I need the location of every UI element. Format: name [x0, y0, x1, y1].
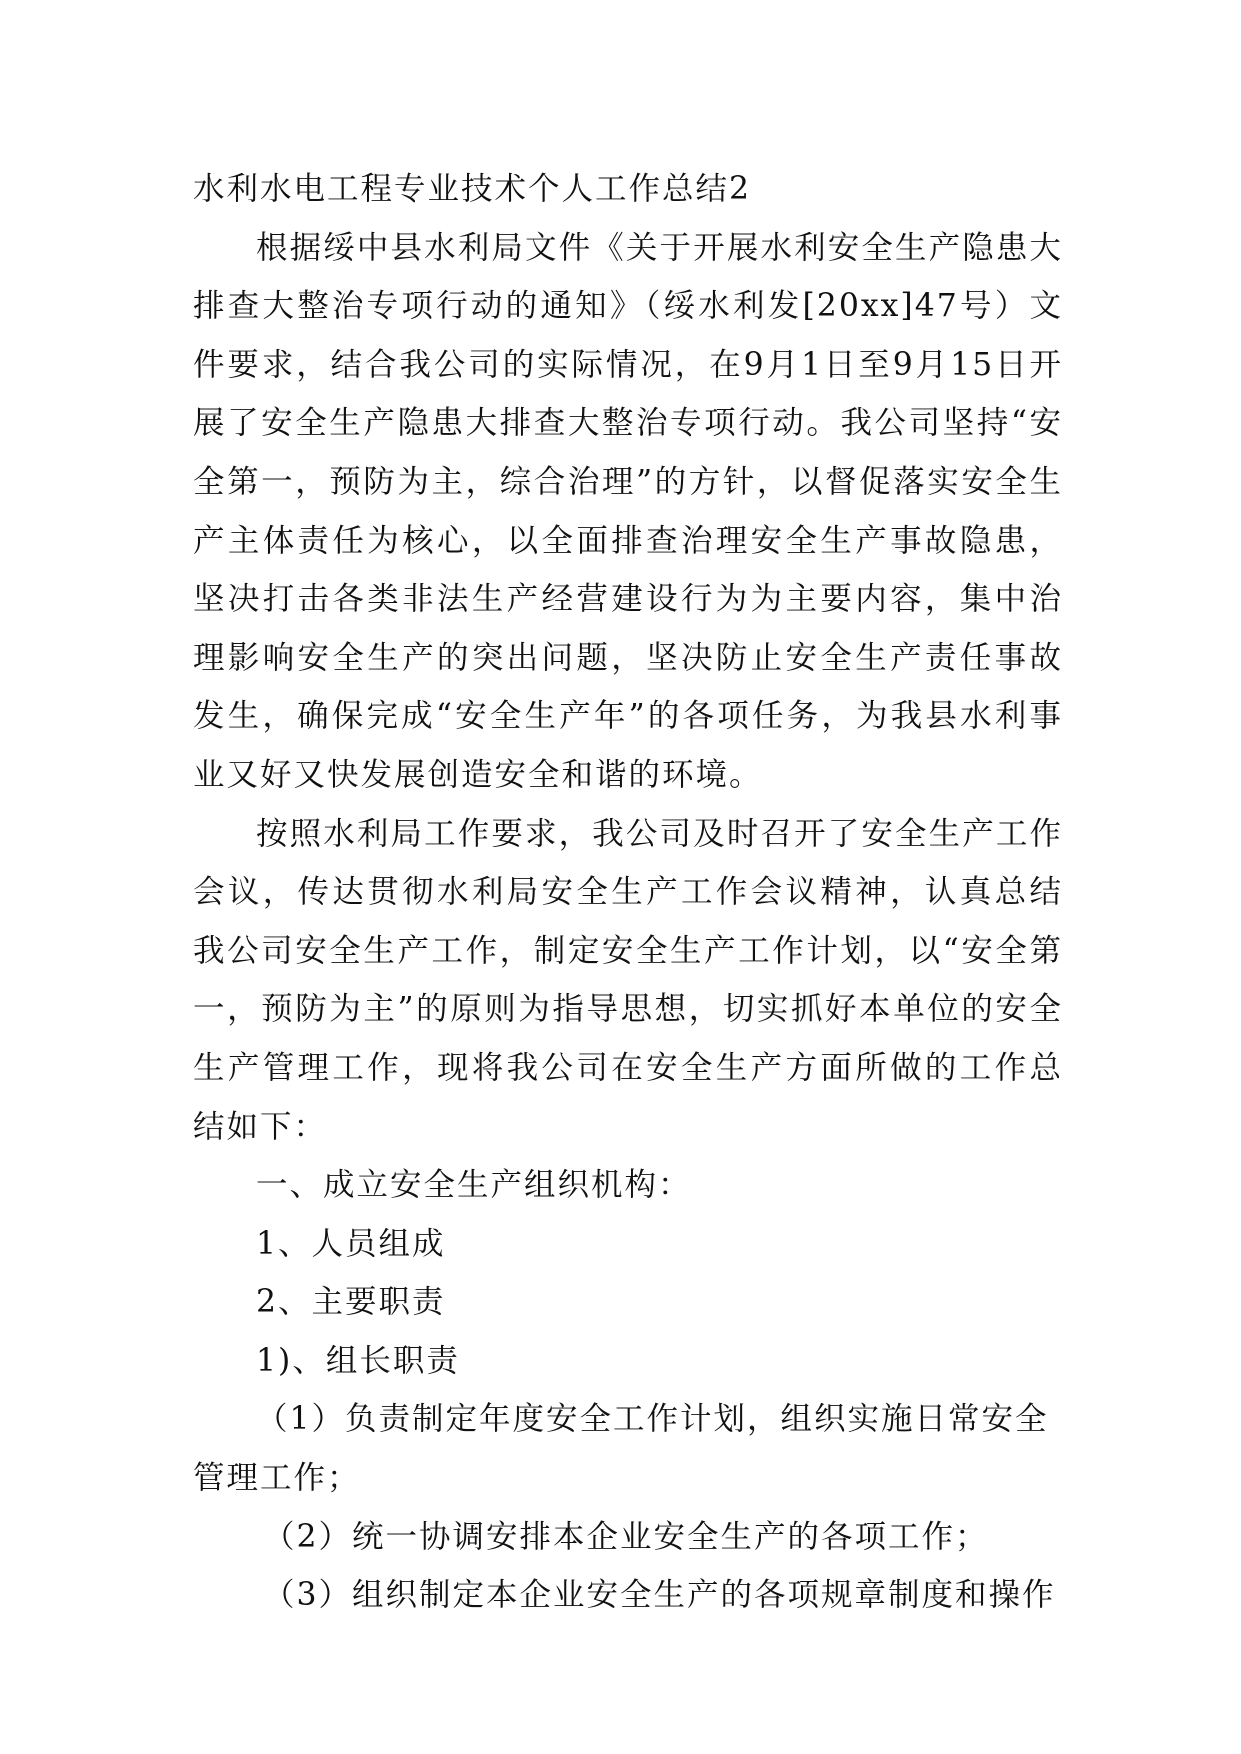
list-item-leader-duties: 1)、组长职责	[256, 1342, 460, 1379]
document-body	[193, 160, 1063, 1625]
list-item-personnel: 1、人员组成	[256, 1225, 446, 1262]
duty-item-3: （3）组织制定本企业安全生产的各项规章制度和操作	[263, 1577, 1056, 1614]
paragraph-intro: 根据绥中县水利局文件《关于开展水利安全生产隐患大排查大整治专项行动的通知》（绥水利发[20xx]47号）文件要求，结合我公司的实际情况，在9月1日至9月15日开展了安全生产隐患大排查大整治专项行动。我公司坚持“安全第一，预防为主，综合治理”的方针，以督促落实安全生产主体责任为核心，以全面排查治理安全生产事故隐患，坚决打击各类非法生产经营建设行为为主要内容，集中治理影响安全生产的突出问题，坚决防止安全生产责任事故发生，确保完成“安全生产年”的各项任务，为我县水利事业又好又快发展创造安全和谐的环境。	[193, 229, 1063, 793]
document-title: 水利水电工程专业技术个人工作总结2	[193, 171, 752, 207]
list-item-responsibilities: 2、主要职责	[256, 1284, 446, 1321]
duty-item-2: （2）统一协调安排本企业安全生产的各项工作；	[263, 1518, 989, 1555]
paragraph-meeting: 按照水利局工作要求，我公司及时召开了安全生产工作会议，传达贯彻水利局安全生产工作会议精神，认真总结我公司安全生产工作，制定安全生产工作计划，以“安全第一，预防为主”的原则为指导思想，切实抓好本单位的安全生产管理工作，现将我公司在安全生产方面所做的工作总结如下：	[193, 815, 1063, 1145]
duty-item-1: （1）负责制定年度安全工作计划，组织实施日常安全管理工作；	[193, 1401, 1049, 1497]
section-heading: 一、成立安全生产组织机构：	[256, 1167, 692, 1204]
